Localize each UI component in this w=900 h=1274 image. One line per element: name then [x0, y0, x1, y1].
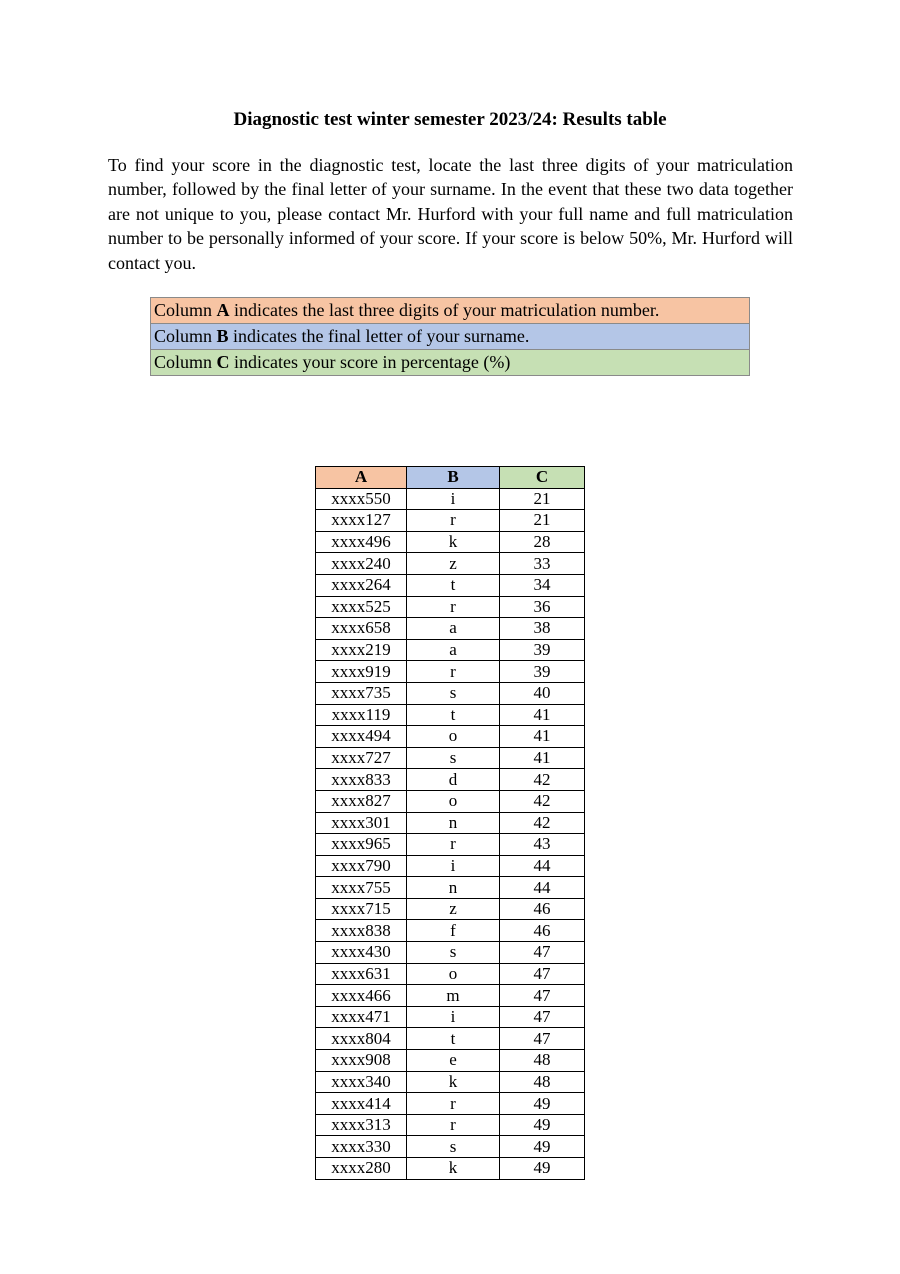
matriculation-cell: xxxx908: [316, 1050, 407, 1072]
score-cell: 48: [500, 1050, 585, 1072]
matriculation-cell: xxxx340: [316, 1071, 407, 1093]
surname-letter-cell: z: [407, 898, 500, 920]
score-cell: 47: [500, 1006, 585, 1028]
table-row: [316, 639, 585, 661]
table-row: [316, 574, 585, 596]
matriculation-cell: xxxx727: [316, 747, 407, 769]
legend-cell-b: [151, 324, 750, 350]
matriculation-cell: xxxx330: [316, 1136, 407, 1158]
score-cell: 48: [500, 1071, 585, 1093]
score-cell: 49: [500, 1114, 585, 1136]
score-cell: 38: [500, 618, 585, 640]
legend-b-key: B: [216, 326, 229, 346]
surname-letter-cell: r: [407, 510, 500, 532]
matriculation-cell: xxxx471: [316, 1006, 407, 1028]
table-row: [316, 747, 585, 769]
table-row: [316, 596, 585, 618]
score-cell: 28: [500, 531, 585, 553]
surname-letter-cell: i: [407, 855, 500, 877]
score-cell: 42: [500, 769, 585, 791]
score-cell: 49: [500, 1136, 585, 1158]
surname-letter-cell: s: [407, 682, 500, 704]
intro-paragraph: To find your score in the diagnostic test, locate the last three digits of your matriculation number, followed by the final letter of your surname. In the event that these two data together are not unique to you, please contact Mr. Hurford with your full name and full matriculation number to be personally informed of your score. If your score is below 50%, Mr. Hurford will contact you.: [108, 155, 793, 273]
matriculation-cell: xxxx494: [316, 726, 407, 748]
table-row: [316, 834, 585, 856]
score-cell: 21: [500, 488, 585, 510]
table-row: [316, 1093, 585, 1115]
surname-letter-cell: k: [407, 1158, 500, 1180]
legend-row-a: [151, 298, 750, 324]
surname-letter-cell: z: [407, 553, 500, 575]
matriculation-cell: xxxx280: [316, 1158, 407, 1180]
score-cell: 34: [500, 574, 585, 596]
results-body: [316, 488, 585, 1179]
legend-c-text: indicates your score in percentage (%): [229, 352, 511, 372]
table-row: [316, 726, 585, 748]
score-cell: 49: [500, 1158, 585, 1180]
score-cell: 21: [500, 510, 585, 532]
score-cell: 40: [500, 682, 585, 704]
score-cell: 41: [500, 704, 585, 726]
surname-letter-cell: o: [407, 963, 500, 985]
surname-letter-cell: k: [407, 531, 500, 553]
legend-a-prefix: Column: [154, 300, 217, 320]
header-c: C: [500, 467, 585, 489]
score-cell: 47: [500, 1028, 585, 1050]
surname-letter-cell: s: [407, 1136, 500, 1158]
table-row: [316, 985, 585, 1007]
matriculation-cell: xxxx127: [316, 510, 407, 532]
table-row: [316, 661, 585, 683]
surname-letter-cell: r: [407, 834, 500, 856]
score-cell: 41: [500, 726, 585, 748]
matriculation-cell: xxxx219: [316, 639, 407, 661]
table-row: [316, 942, 585, 964]
score-cell: 46: [500, 898, 585, 920]
matriculation-cell: xxxx496: [316, 531, 407, 553]
legend-cell-a: [151, 298, 750, 324]
surname-letter-cell: s: [407, 747, 500, 769]
score-cell: 47: [500, 942, 585, 964]
surname-letter-cell: i: [407, 1006, 500, 1028]
score-cell: 42: [500, 790, 585, 812]
table-row: [316, 877, 585, 899]
matriculation-cell: xxxx735: [316, 682, 407, 704]
legend-cell-c: [151, 350, 750, 376]
legend-row-b: [151, 324, 750, 350]
score-cell: 44: [500, 877, 585, 899]
table-row: [316, 618, 585, 640]
table-row: [316, 1006, 585, 1028]
table-row: [316, 704, 585, 726]
table-row: [316, 682, 585, 704]
table-row: [316, 510, 585, 532]
surname-letter-cell: r: [407, 1093, 500, 1115]
column-legend: [150, 297, 750, 376]
score-cell: 46: [500, 920, 585, 942]
matriculation-cell: xxxx240: [316, 553, 407, 575]
surname-letter-cell: t: [407, 704, 500, 726]
surname-letter-cell: m: [407, 985, 500, 1007]
matriculation-cell: xxxx919: [316, 661, 407, 683]
surname-letter-cell: n: [407, 877, 500, 899]
table-row: [316, 769, 585, 791]
score-cell: 43: [500, 834, 585, 856]
matriculation-cell: xxxx550: [316, 488, 407, 510]
matriculation-cell: xxxx965: [316, 834, 407, 856]
legend-b-prefix: Column: [154, 326, 217, 346]
surname-letter-cell: a: [407, 618, 500, 640]
header-a: A: [316, 467, 407, 489]
table-row: [316, 1114, 585, 1136]
surname-letter-cell: t: [407, 1028, 500, 1050]
score-cell: 33: [500, 553, 585, 575]
legend-row-c: [151, 350, 750, 376]
legend-c-prefix: Column: [154, 352, 217, 372]
surname-letter-cell: i: [407, 488, 500, 510]
score-cell: 44: [500, 855, 585, 877]
matriculation-cell: xxxx658: [316, 618, 407, 640]
table-row: [316, 898, 585, 920]
surname-letter-cell: o: [407, 726, 500, 748]
table-row: [316, 488, 585, 510]
legend-c-key: C: [216, 352, 230, 372]
score-cell: 39: [500, 639, 585, 661]
matriculation-cell: xxxx790: [316, 855, 407, 877]
table-row: [316, 553, 585, 575]
legend-a-text: indicates the last three digits of your matriculation number.: [229, 300, 660, 320]
matriculation-cell: xxxx301: [316, 812, 407, 834]
surname-letter-cell: e: [407, 1050, 500, 1072]
table-row: [316, 531, 585, 553]
table-row: [316, 1050, 585, 1072]
score-cell: 36: [500, 596, 585, 618]
matriculation-cell: xxxx838: [316, 920, 407, 942]
matriculation-cell: xxxx715: [316, 898, 407, 920]
surname-letter-cell: k: [407, 1071, 500, 1093]
score-cell: 42: [500, 812, 585, 834]
matriculation-cell: xxxx466: [316, 985, 407, 1007]
matriculation-cell: xxxx827: [316, 790, 407, 812]
score-cell: 41: [500, 747, 585, 769]
results-table: [315, 466, 585, 1180]
table-row: [316, 1136, 585, 1158]
matriculation-cell: xxxx264: [316, 574, 407, 596]
score-cell: 49: [500, 1093, 585, 1115]
matriculation-cell: xxxx525: [316, 596, 407, 618]
table-row: [316, 1158, 585, 1180]
score-cell: 47: [500, 985, 585, 1007]
surname-letter-cell: d: [407, 769, 500, 791]
matriculation-cell: xxxx414: [316, 1093, 407, 1115]
surname-letter-cell: n: [407, 812, 500, 834]
table-row: [316, 1028, 585, 1050]
surname-letter-cell: r: [407, 596, 500, 618]
surname-letter-cell: f: [407, 920, 500, 942]
surname-letter-cell: r: [407, 661, 500, 683]
matriculation-cell: xxxx755: [316, 877, 407, 899]
matriculation-cell: xxxx430: [316, 942, 407, 964]
score-cell: 39: [500, 661, 585, 683]
surname-letter-cell: t: [407, 574, 500, 596]
score-cell: 47: [500, 963, 585, 985]
matriculation-cell: xxxx313: [316, 1114, 407, 1136]
matriculation-cell: xxxx119: [316, 704, 407, 726]
table-row: [316, 1071, 585, 1093]
table-row: [316, 963, 585, 985]
legend-a-key: A: [216, 300, 230, 320]
surname-letter-cell: o: [407, 790, 500, 812]
legend-b-text: indicates the final letter of your surname.: [228, 326, 530, 346]
table-row: [316, 790, 585, 812]
results-header-row: [316, 467, 585, 489]
matriculation-cell: xxxx631: [316, 963, 407, 985]
table-row: [316, 812, 585, 834]
matriculation-cell: xxxx833: [316, 769, 407, 791]
surname-letter-cell: s: [407, 942, 500, 964]
header-b: B: [407, 467, 500, 489]
page-title: Diagnostic test winter semester 2023/24: Results table: [233, 109, 667, 130]
surname-letter-cell: r: [407, 1114, 500, 1136]
matriculation-cell: xxxx804: [316, 1028, 407, 1050]
table-row: [316, 920, 585, 942]
surname-letter-cell: a: [407, 639, 500, 661]
table-row: [316, 855, 585, 877]
